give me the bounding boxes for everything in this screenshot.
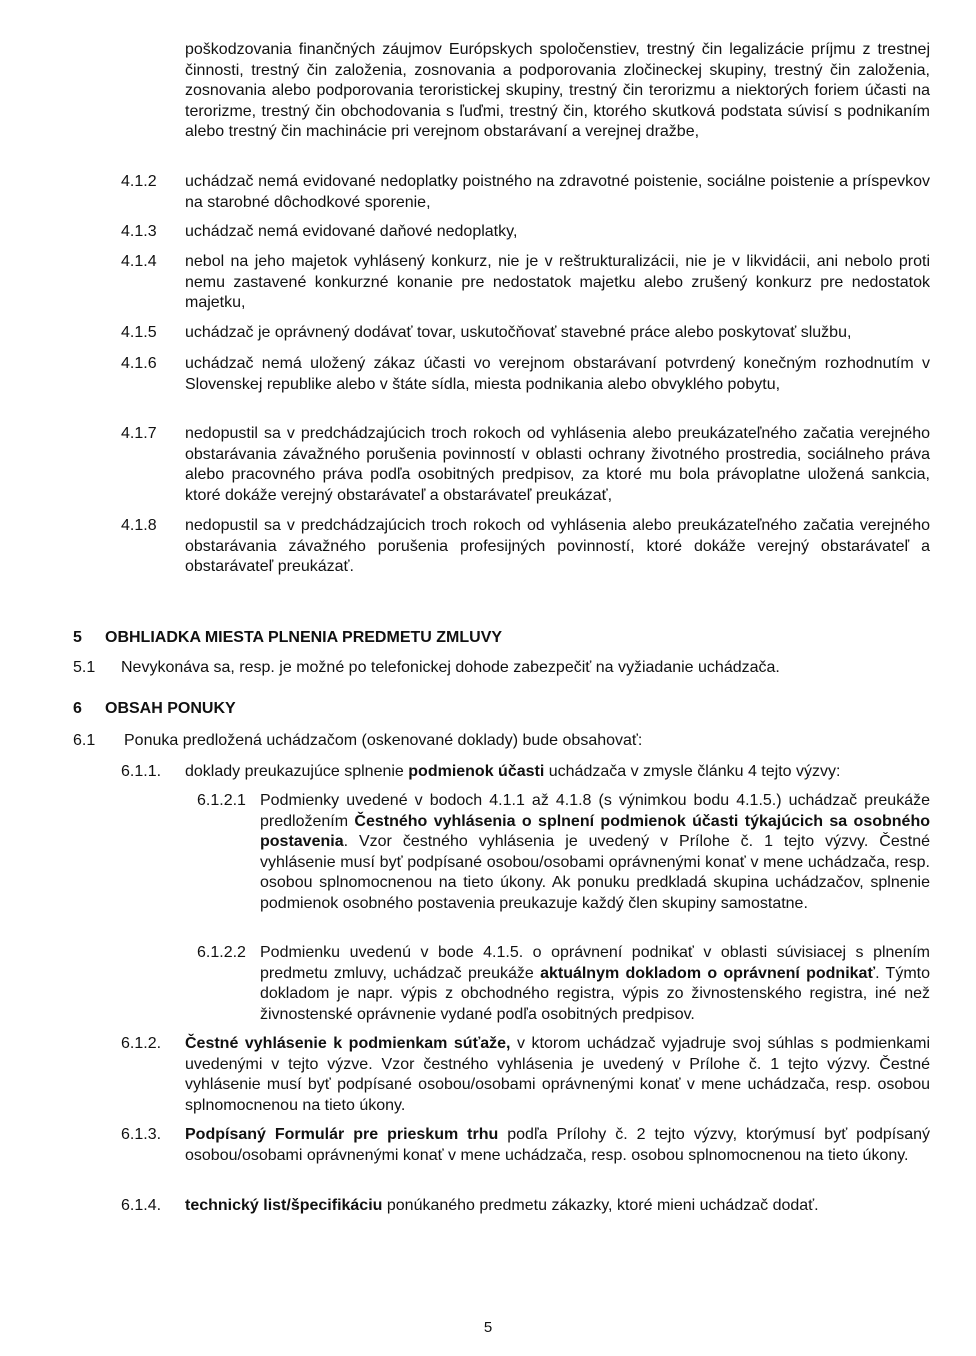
paragraph-number: 6.1 (73, 732, 96, 749)
item-number: 4.1.5 (121, 324, 157, 341)
section-heading: OBHLIADKA MIESTA PLNENIA PREDMETU ZMLUVY (105, 629, 503, 646)
section-number: 6 (73, 700, 82, 717)
item-number: 4.1.6 (121, 355, 157, 372)
item-text: Podmienky uvedené v bodoch 4.1.1 až 4.1.8 (s výnimkou bodu 4.1.5.) uchádzač preukáže predložením Čestného vyhlásenia o splnení podmienok účasti týkajúcich sa osobného postavenia. Vzor čestného vyhlásenia je uvedený v Prílohe č. 1 tejto výzvy. Čestné vyhlásenie musí byť podpísané osobou/osobami oprávnenými konať v mene uchádzača, resp. osobou splnomocnenou na tieto úkony. Ak ponuku predkladá skupina uchádzačov, splnenie podmienok osobného postavenia preukazuje každý člen skupiny samostatne. (260, 792, 930, 912)
item-text: Čestné vyhlásenie k podmienkam súťaže, v ktorom uchádzač vyjadruje svoj súhlas s podmienkami uvedenými v tejto výzve. Vzor čestného vyhlásenia je uvedený v Prílohe č. 1 tejto výzvy. Čestné vyhlásenie musí byť podpísané osobou/osobami oprávnenými konať v mene uchádzača, resp. osobou splnomocnenou na tieto úkony. (185, 1035, 930, 1114)
item-text: uchádzač nemá evidované daňové nedoplatky, (185, 223, 518, 240)
item-text: uchádzač nemá evidované nedoplatky poistného na zdravotné poistenie, sociálne poistenie a príspevkov na starobné dôchodkové sporenie, (185, 173, 930, 211)
item-text: nedopustil sa v predchádzajúcich troch rokoch od vyhlásenia alebo preukázateľného začatia verejného obstarávania závažného porušenia profesijných povinností, ktoré dokáže verejný obstarávateľ a obstarávateľ preukázať. (185, 517, 930, 575)
paragraph-4-1-1-continuation: poškodzovania finančných záujmov Európskych spoločenstiev, trestný čin legalizácie príjmu z trestnej činnosti, trestný čin založenia, zosnovania a podporovania zločineckej skupiny, trestný čin založenia, zosnovania alebo podporovania teroristickej skupiny, trestný čin terorizmu a niektorých foriem účasti na terorizme, trestný čin obchodovania s ľuďmi, trestný čin, ktorého skutková podstata súvisí s podnikaním alebo trestný čin machinácie pri verejnom obstarávaní a verejnej dražbe, (185, 41, 930, 140)
item-number: 4.1.2 (121, 173, 157, 190)
item-text: technický list/špecifikáciu ponúkaného predmetu zákazky, ktoré mieni uchádzač dodať. (185, 1197, 819, 1214)
item-number: 6.1.1. (121, 763, 162, 780)
item-number: 4.1.3 (121, 223, 157, 240)
item-text: nedopustil sa v predchádzajúcich troch rokoch od vyhlásenia alebo preukázateľného začatia verejného obstarávania závažného porušenia povinností v oblasti ochrany životného prostredia, sociálneho práva alebo pracovného práva podľa osobitných predpisov, za ktoré mu bola právoplatne uložená sankcia, ktoré dokáže verejný obstarávateľ a obstarávateľ preukázať, (185, 425, 930, 504)
paragraph-text: Nevykonáva sa, resp. je možné po telefonickej dohode zabezpečiť na vyžiadanie uchádzača. (121, 659, 780, 676)
paragraph-text: Ponuka predložená uchádzačom (oskenované doklady) bude obsahovať: (124, 732, 643, 749)
item-number: 4.1.7 (121, 425, 157, 442)
item-number: 6.1.2.1 (197, 792, 246, 809)
item-text: doklady preukazujúce splnenie podmienok účasti uchádzača v zmysle článku 4 tejto výzvy: (185, 763, 841, 780)
item-number: 4.1.8 (121, 517, 157, 534)
item-text: uchádzač nemá uložený zákaz účasti vo verejnom obstarávaní potvrdený konečným rozhodnutím v Slovenskej republike alebo v štáte sídla, miesta podnikania alebo obvyklého pobytu, (185, 355, 930, 393)
item-number: 6.1.2. (121, 1035, 162, 1052)
item-text: Podmienku uvedenú v bode 4.1.5. o oprávnení podnikať v oblasti súvisiacej s plnením predmetu zmluvy, uchádzač preukáže aktuálnym dokladom o oprávnení podnikať. Týmto dokladom je napr. výpis z obchodného registra, výpis zo živnostenského registra, iné než živnostenské oprávnenie vydané podľa osobitných predpisov. (260, 944, 931, 1023)
section-heading: OBSAH PONUKY (105, 700, 236, 717)
page-number: 5 (483, 1319, 493, 1336)
item-text: Podpísaný Formulár pre prieskum trhu podľa Prílohy č. 2 tejto výzvy, ktorýmusí byť podpísaný osobou/osobami oprávnenými konať v mene uchádzača, resp. osobou splnomocnenou na tieto úkony. (185, 1126, 931, 1164)
item-number: 4.1.4 (121, 253, 157, 270)
item-text: uchádzač je oprávnený dodávať tovar, uskutočňovať stavebné práce alebo poskytovať službu, (185, 324, 852, 341)
item-number: 6.1.2.2 (197, 944, 246, 961)
paragraph-number: 5.1 (73, 659, 96, 676)
item-text: nebol na jeho majetok vyhlásený konkurz, nie je v reštrukturalizácii, nie je v likvidácii, ani nebolo proti nemu zastavené konkurzné konanie pre nedostatok majetku alebo zrušený konkurz pre nedostatok majetku, (185, 253, 930, 311)
section-number: 5 (73, 629, 82, 646)
item-number: 6.1.4. (121, 1197, 162, 1214)
item-number: 6.1.3. (121, 1126, 162, 1143)
